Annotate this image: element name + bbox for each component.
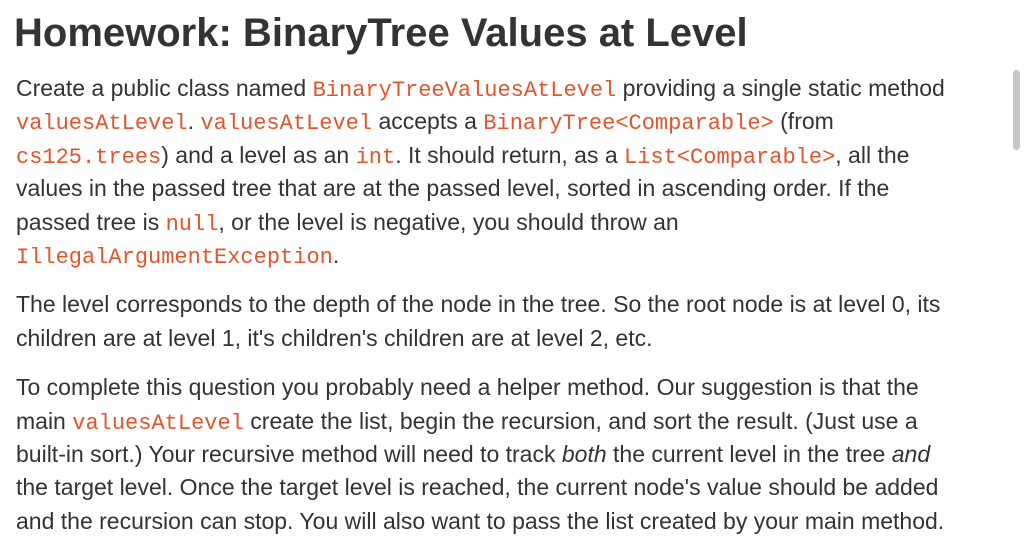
text-run: , all the <box>835 141 910 168</box>
method-name-code: valuesAtLevel <box>72 410 244 436</box>
text-run: accepts a <box>372 108 484 135</box>
scrollbar-thumb[interactable] <box>1013 70 1020 150</box>
method-name-code: valuesAtLevel <box>200 111 373 137</box>
exception-name-code: IllegalArgumentException <box>16 244 333 270</box>
text-run: values in the passed tree that are at the passed level, sorted in ascending order. If the <box>16 175 890 202</box>
text-run: passed tree is <box>16 208 166 235</box>
text-line <box>16 438 1024 471</box>
text-run: providing a single static method <box>616 75 945 101</box>
text-run: , or the level is negative, you should throw an <box>218 208 679 235</box>
text-line <box>16 105 1024 138</box>
text-run: create the list, begin the recursion, and sort the result. (Just use a <box>243 407 918 434</box>
emphasis: both <box>561 440 607 467</box>
text-line <box>16 471 1024 504</box>
page-title: Homework: BinaryTree Values at Level <box>14 11 748 55</box>
text-line <box>16 322 1024 355</box>
text-run: and the recursion can stop. You will also want to pass the list created by your main method. <box>16 507 945 534</box>
text-run: main <box>16 407 73 434</box>
text-line <box>16 139 1024 172</box>
type-code: List<Comparable> <box>624 144 836 170</box>
text-run: ) and a level as an <box>161 141 356 168</box>
text-line <box>16 288 1024 321</box>
text-run: Create a public class named <box>16 75 313 101</box>
text-line <box>16 172 1024 205</box>
text-line <box>16 371 1024 404</box>
text-line <box>16 239 1024 272</box>
text-run: the current level in the tree <box>606 440 892 467</box>
text-run: (from <box>773 108 834 135</box>
paragraph-implementation-hint <box>16 371 1024 538</box>
text-line <box>16 505 1024 538</box>
text-line <box>16 72 1024 105</box>
text-line <box>16 206 1024 239</box>
text-run: children are at level 1, it's children's children are at level 2, etc. <box>16 324 653 351</box>
text-run: the target level. Once the target level is reached, the current node's value should be added <box>16 474 939 501</box>
emphasis: and <box>891 440 931 467</box>
package-name-code: cs125.trees <box>16 144 162 170</box>
text-run: . <box>332 241 340 268</box>
text-run: built-in sort.) Your recursive method will need to track <box>16 440 562 467</box>
text-run: To complete this question you probably need a helper method. Our suggestion is that the <box>16 374 919 401</box>
text-run: The level corresponds to the depth of the node in the tree. So the root node is at level 0, its <box>16 291 941 318</box>
text-run: . <box>187 108 201 135</box>
paragraph-task-description <box>16 72 1024 272</box>
class-name-code: BinaryTreeValuesAtLevel <box>312 78 617 103</box>
type-code: int <box>355 144 396 170</box>
type-code: BinaryTree<Comparable> <box>483 111 774 137</box>
text-line <box>16 405 1024 438</box>
keyword-code: null <box>165 211 219 237</box>
paragraph-level-definition <box>16 288 1024 355</box>
method-name-code: valuesAtLevel <box>16 111 188 137</box>
text-run: . It should return, as a <box>395 141 625 168</box>
